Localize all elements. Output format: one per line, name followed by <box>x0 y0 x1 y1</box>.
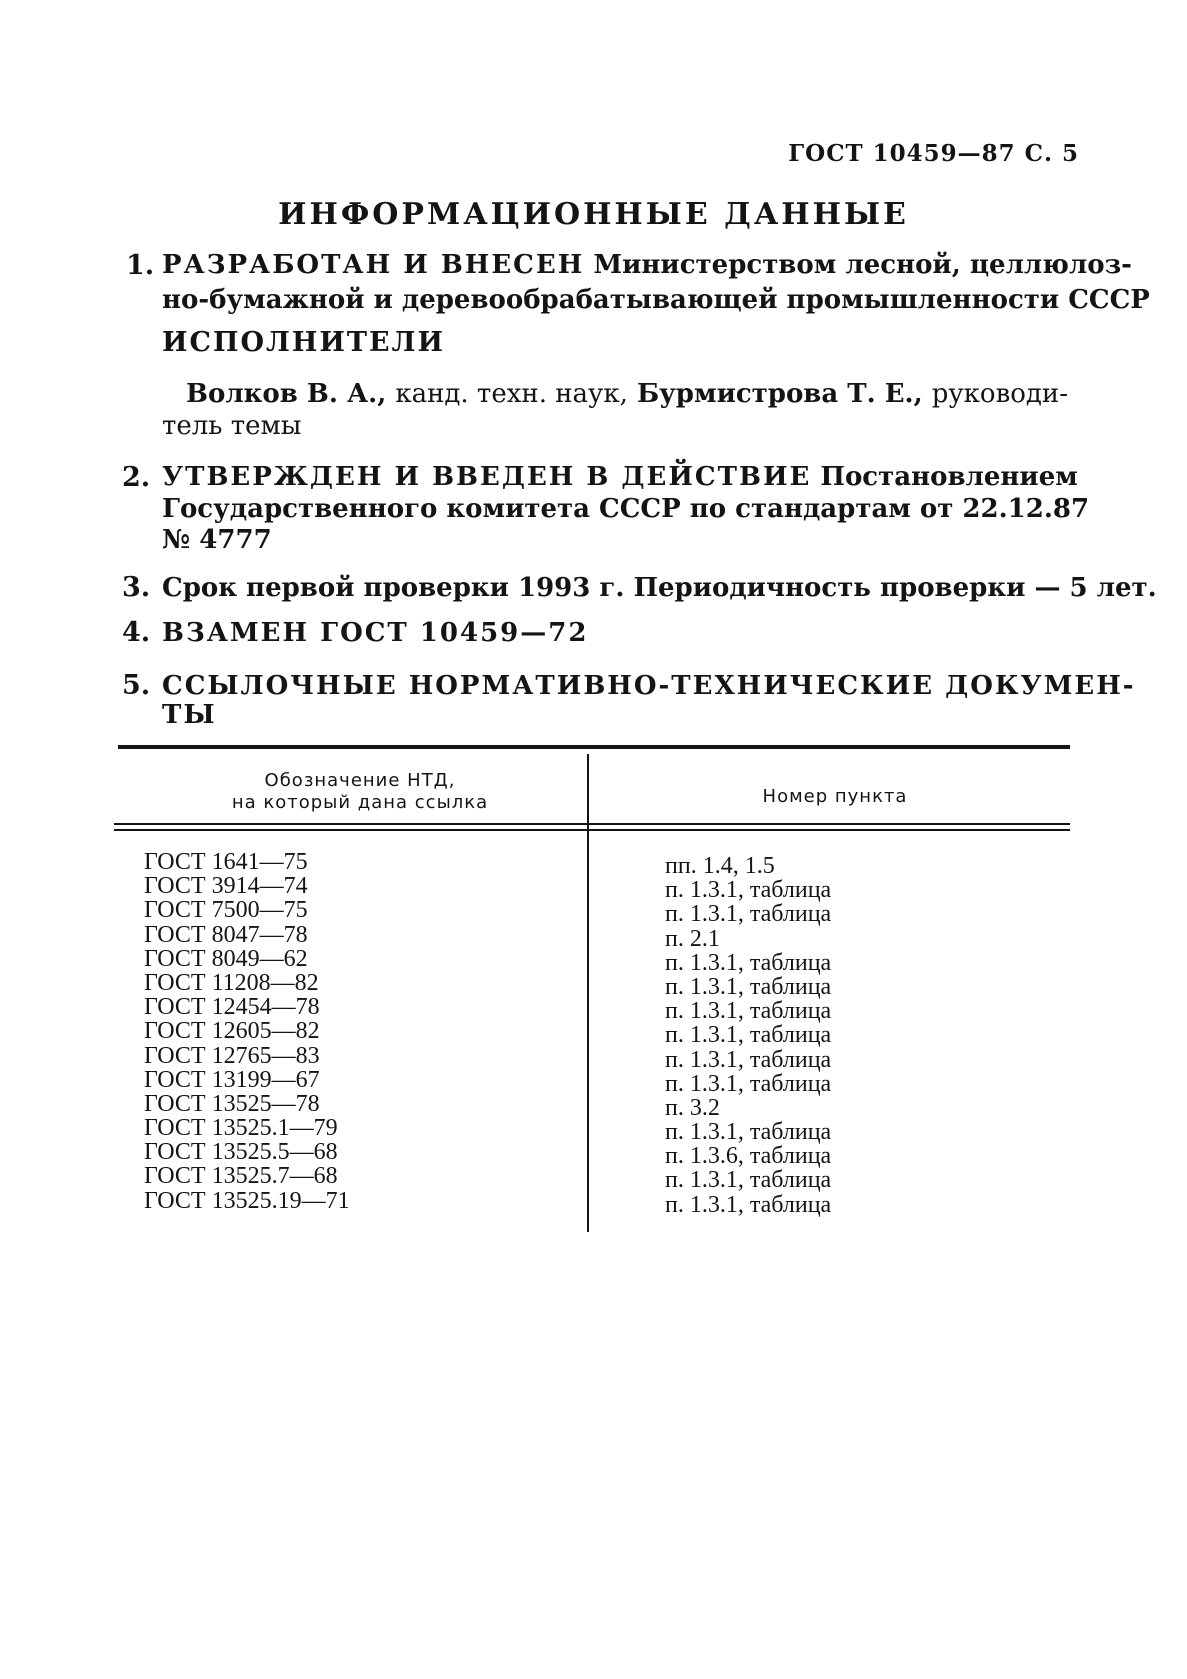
table-cell-doc: ГОСТ 13525.5—68 <box>144 1139 338 1166</box>
table-cell-clause: пп. 1.4, 1.5 <box>665 853 775 879</box>
table-cell-clause: п. 1.3.6, таблица <box>665 1143 832 1170</box>
table-cell-doc: ГОСТ 12454—78 <box>144 994 320 1021</box>
performer-1-name: Волков В. А., <box>186 379 387 409</box>
table-header-clause: Номер пункта <box>762 786 908 807</box>
table-cell-clause: п. 1.3.1, таблица <box>665 1119 832 1146</box>
item-1-number: 1. <box>126 250 155 281</box>
table-cell-doc: ГОСТ 13525—78 <box>144 1090 320 1117</box>
table-top-rule <box>118 745 1070 749</box>
table-header-rule-upper <box>114 823 1070 825</box>
table-cell-clause: п. 1.3.1, таблица <box>665 1046 832 1073</box>
item-2-line-2: Государственного комитета СССР по стандартам от 22.12.87 <box>162 494 1090 524</box>
item-4-number: 4. <box>122 617 151 648</box>
table-cell-doc: ГОСТ 1641—75 <box>144 849 308 875</box>
item-3-number: 3. <box>122 572 151 603</box>
item-2-lead: УТВЕРЖДЕН И ВВЕДЕН В ДЕЙСТВИЕ <box>162 462 812 492</box>
page-title: ИНФОРМАЦИОННЫЕ ДАННЫЕ <box>278 197 909 232</box>
table-cell-doc: ГОСТ 8047—78 <box>144 921 308 948</box>
item-2-line-3: № 4777 <box>162 525 272 555</box>
table-column-docs <box>144 850 350 1213</box>
table-cell-clause: п. 2.1 <box>665 925 720 952</box>
table-cell-doc: ГОСТ 8049—62 <box>144 945 308 972</box>
table-cell-clause: п. 1.3.1, таблица <box>665 1191 832 1218</box>
table-cell-doc: ГОСТ 3914—74 <box>144 873 308 900</box>
table-cell-clause: п. 1.3.1, таблица <box>665 877 832 904</box>
table-cell-clause: п. 1.3.1, таблица <box>665 973 832 1000</box>
table-cell-clause: п. 1.3.1, таблица <box>665 1022 832 1049</box>
table-cell-clause: п. 3.2 <box>665 1094 720 1121</box>
item-2-number: 2. <box>122 462 151 493</box>
page-header: ГОСТ 10459—87 С. 5 <box>788 140 1079 167</box>
table-cell-clause: п. 1.3.1, таблица <box>665 1167 832 1194</box>
table-header-designation-line-1: Обозначение НТД, <box>264 770 456 791</box>
item-2-line-1-rest: Постановлением <box>820 462 1078 492</box>
table-column-clauses <box>665 854 831 1217</box>
table-cell-clause: п. 1.3.1, таблица <box>665 998 832 1025</box>
table-header-designation-line-2: на который дана ссылка <box>231 792 489 813</box>
table-column-divider <box>587 754 589 1232</box>
table-cell-doc: ГОСТ 13525.19—71 <box>144 1187 350 1214</box>
table-cell-doc: ГОСТ 11208—82 <box>144 969 319 996</box>
performer-1-role: канд. техн. наук, <box>395 379 628 409</box>
item-2-line-1 <box>162 460 1078 494</box>
table-cell-doc: ГОСТ 13525.1—79 <box>144 1115 338 1142</box>
table-cell-doc: ГОСТ 7500—75 <box>144 897 308 924</box>
item-1-line-2: но-бумажной и деревообрабатывающей промышленности СССР <box>162 285 1150 315</box>
performer-2-role-part-1: руководи- <box>931 379 1068 409</box>
performers-line-1 <box>186 377 1068 411</box>
item-1-line-1 <box>162 248 1132 282</box>
table-cell-doc: ГОСТ 13199—67 <box>144 1066 320 1093</box>
performer-2-role-part-2: тель темы <box>162 411 302 441</box>
item-5-line-2: ТЫ <box>162 700 217 730</box>
item-1-line-1-rest: Министерством лесной, целлюлоз- <box>593 250 1132 280</box>
item-4-text: ВЗАМЕН ГОСТ 10459—72 <box>162 618 589 648</box>
table-cell-doc: ГОСТ 12605—82 <box>144 1018 320 1045</box>
performer-2-name: Бурмистрова Т. Е., <box>636 379 923 409</box>
table-header-designation <box>140 770 580 814</box>
item-3-text: Срок первой проверки 1993 г. Периодичность проверки — 5 лет. <box>162 573 1157 603</box>
item-5-line-1: ССЫЛОЧНЫЕ НОРМАТИВНО-ТЕХНИЧЕСКИЕ ДОКУМЕН- <box>162 671 1136 701</box>
table-cell-doc: ГОСТ 12765—83 <box>144 1042 320 1069</box>
table-cell-clause: п. 1.3.1, таблица <box>665 949 832 976</box>
performers-heading: ИСПОЛНИТЕЛИ <box>162 327 445 358</box>
table-header-rule-lower <box>114 829 1070 831</box>
table-cell-doc: ГОСТ 13525.7—68 <box>144 1163 338 1190</box>
table-cell-clause: п. 1.3.1, таблица <box>665 1070 832 1097</box>
table-cell-clause: п. 1.3.1, таблица <box>665 901 832 928</box>
item-5-number: 5. <box>122 670 151 701</box>
item-1-lead: РАЗРАБОТАН И ВНЕСЕН <box>162 250 585 280</box>
